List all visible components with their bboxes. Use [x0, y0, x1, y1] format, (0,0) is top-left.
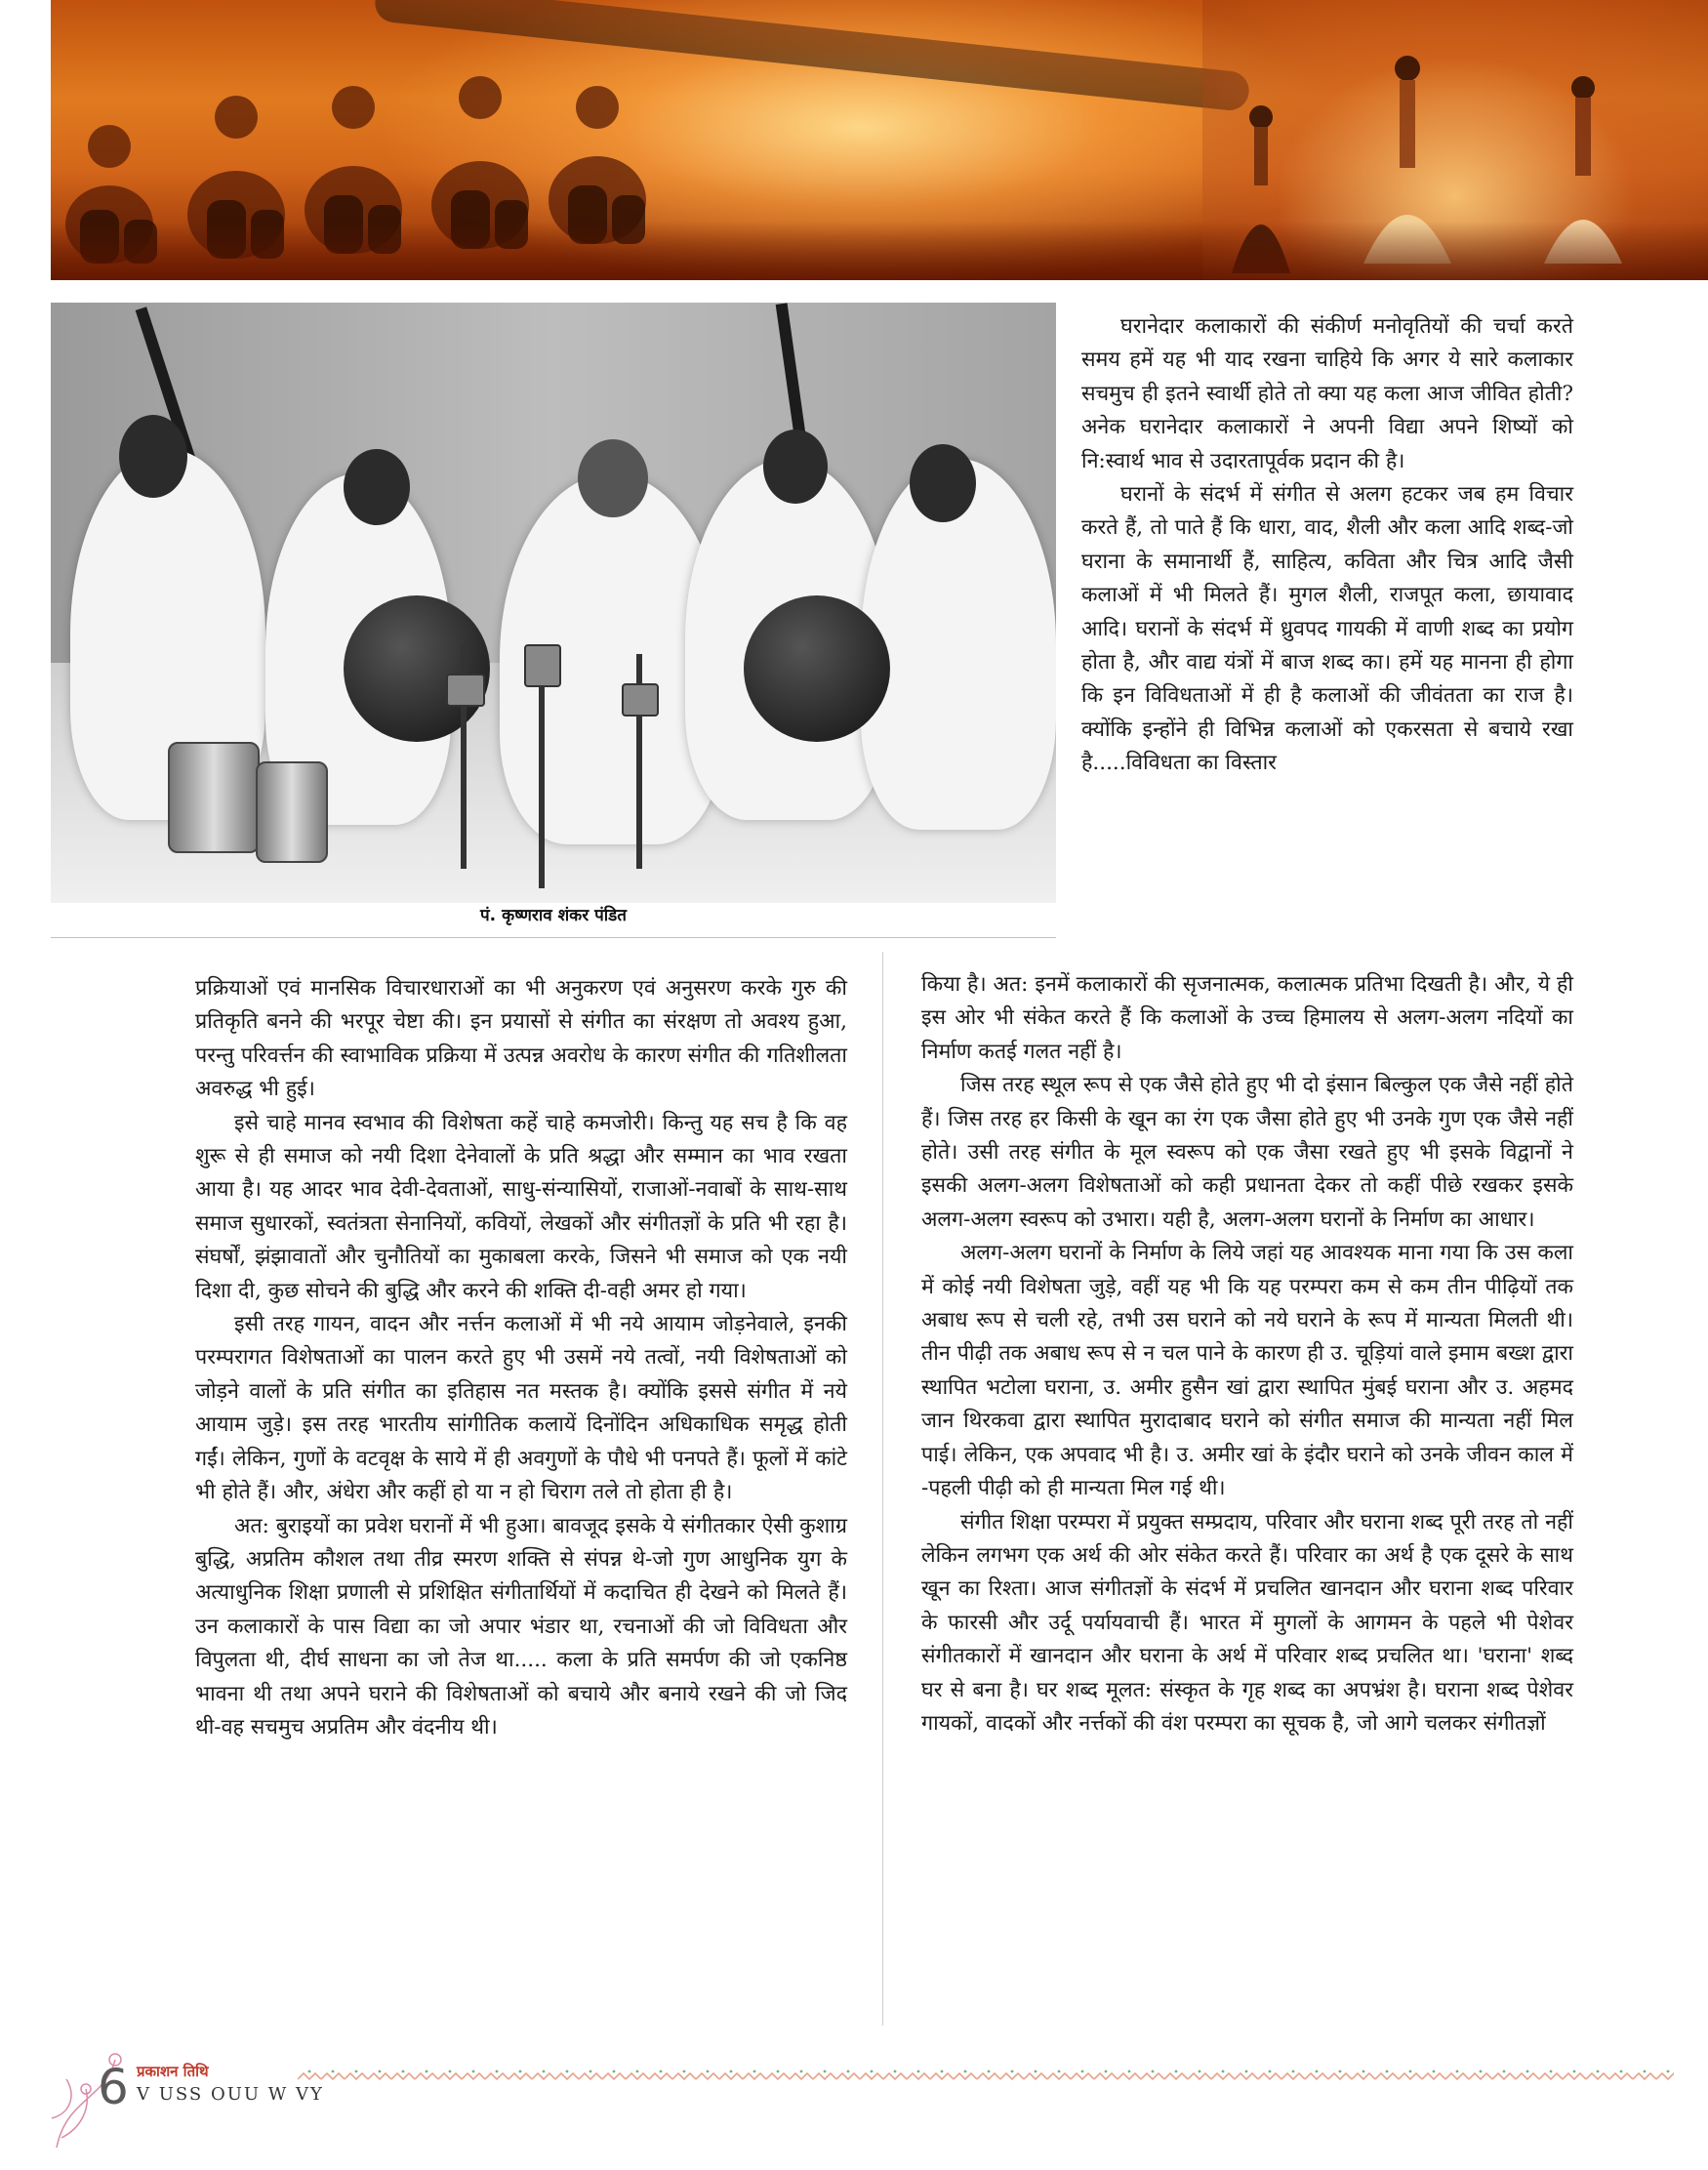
left-column — [195, 972, 847, 1744]
publication-code: V USS OUU W VY — [137, 2084, 324, 2105]
divider-line — [51, 937, 1056, 938]
paragraph: जिस तरह स्थूल रूप से एक जैसे होते हुए भी दो इंसान बिल्कुल एक जैसे नहीं होते हैं। जिस तरह हर किसी के खून का रंग एक जैसा होते हुए भी उनके गुण एक जैसे नहीं होते। उसी तरह संगीत के मूल स्वरूप को एक जैसा रखते हुए भी इसके विद्वानों ने इसकी अलग-अलग विशेषताओं को कही प्रधानता देकर तो कहीं पीछे रखकर इसके अलग-अलग स्वरूप को उभारा। यही है, अलग-अलग घरानों के निर्माण का आधार। — [921, 1073, 1573, 1232]
header-banner-image — [51, 0, 1708, 280]
paragraph: घरानेदार कलाकारों की संकीर्ण मनोवृतियों की चर्चा करते समय हमें यह भी याद रखना चाहिये कि अगर ये सारे कलाकार सचमुच ही इतने स्वार्थी होते तो क्या यह कला आज जीवित होती? अनेक घरानेदार कलाकारों ने अपनी विद्या अपने शिष्यों को नि:स्वार्थ भाव से उदारतापूर्वक प्रदान की है। — [1081, 314, 1573, 473]
decorative-border-strip — [298, 2069, 1674, 2083]
right-bottom-column — [921, 968, 1573, 1740]
musicians-photo — [51, 303, 1056, 903]
paragraph: संगीत शिक्षा परम्परा में प्रयुक्त सम्प्रदाय, परिवार और घराना शब्द पूरी तरह तो नहीं लेकिन लगभग एक अर्थ की ओर संकेत करते हैं। परिवार का अर्थ है एक दूसरे के साथ खून का रिश्ता। आज संगीतज्ञों के संदर्भ में प्रचलित खानदान और घराना शब्द परिवार के फारसी और उर्दू पर्यायवाची हैं। भारत में मुगलों के आगमन के पहले भी पेशेवर संगीतकारों में खानदान और घराना के अर्थ में परिवार शब्द प्रचलित था। 'घराना' शब्द घर से बना है। घर शब्द मूलत: संस्कृत के गृह शब्द का अपभ्रंश है। घराना शब्द पेशेवर गायकों, वादकों और नर्त्तकों की वंश परम्परा का सूचक है, जो आगे चलकर संगीतज्ञों — [921, 1509, 1573, 1736]
paragraph: इसे चाहे मानव स्वभाव की विशेषता कहें चाहे कमजोरी। किन्तु यह सच है कि वह शुरू से ही समाज को नयी दिशा देनेवालों के प्रति श्रद्धा और सम्मान का भाव रखता आया है। यह आदर भाव देवी-देवताओं, साधु-संन्यासियों, राजाओं-नवाबों के साथ-साथ समाज सुधारकों, स्वतंत्रता सेनानियों, कवियों, लेखकों और संगीतज्ञों के प्रति भी रहा है। संघर्षों, झंझावातों और चुनौतियों का मुकाबला करके, जिसने भी समाज को एक नयी दिशा दी, कुछ सोचने की बुद्धि और करने की शक्ति दी-वही अमर हो गया। — [195, 1110, 847, 1303]
page-number: 6 — [98, 2059, 129, 2115]
photo-caption: पं. कृष्णराव शंकर पंडित — [480, 906, 627, 925]
paragraph: किया है। अत: इनमें कलाकारों की सृजनात्मक, कलात्मक प्रतिभा दिखती है। और, ये ही इस ओर भी संकेत करते हैं कि कलाओं के उच्च हिमालय से अलग-अलग नदियों का निर्माण कतई गलत नहीं है। — [921, 972, 1573, 1064]
paragraph: प्रक्रियाओं एवं मानसिक विचारधाराओं का भी अनुकरण एवं अनुसरण करके गुरु की प्रतिकृति बनने की भरपूर चेष्टा की। इन प्रयासों से संगीत का संरक्षण तो अवश्य हुआ, परन्तु परिवर्त्तन की स्वाभाविक प्रक्रिया में उत्पन्न अवरोध के कारण संगीत की गतिशीलता अवरुद्ध भी हुई। — [195, 976, 847, 1102]
publication-date-label: प्रकाशन तिथि — [137, 2063, 209, 2080]
paragraph: इसी तरह गायन, वादन और नर्त्तन कलाओं में भी नये आयाम जोड़नेवाले, इनकी परम्परागत विशेषताओं का पालन करते हुए भी उसमें नये तत्वों, नयी विशेषताओं को जोड़ने वालों के प्रति संगीत का इतिहास नत मस्तक है। क्योंकि इससे संगीत में नये आयाम जुड़े। इस तरह भारतीय सांगीतिक कलायें दिनोंदिन अधिकाधिक समृद्ध होती गईं। लेकिन, गुणों के वटवृक्ष के साये में ही अवगुणों के पौधे भी पनपते हैं। फूलों में कांटे भी होते हैं। और, अंधेरा और कहीं हो या न हो चिराग तले तो होता ही है। — [195, 1312, 847, 1505]
paragraph: अलग-अलग घरानों के निर्माण के लिये जहां यह आवश्यक माना गया कि उस कला में कोई नयी विशेषता जुड़े, वहीं यह भी कि यह परम्परा कम से कम तीन पीढ़ियों तक अबाध रूप से चली रहे, तभी उस घराने को नये घराने के रूप में मान्यता मिलती थी। तीन पीढ़ी तक अबाध रूप से न चल पाने के कारण ही उ. चूड़ियां वाले इमाम बख्श द्वारा स्थापित भटोला घराना, उ. अमीर हुसैन खां द्वारा स्थापित मुंबई घराना और उ. अहमद जान थिरकवा द्वारा स्थापित मुरादाबाद घराने को संगीत समाज की मान्यता नहीं मिल पाई। लेकिन, एक अपवाद भी है। उ. अमीर खां के इंदौर घराने को उनके जीवन काल में -पहली पीढ़ी को ही मान्यता मिल गई थी। — [921, 1241, 1573, 1501]
paragraph: अत: बुराइयों का प्रवेश घरानों में भी हुआ। बावजूद इसके ये संगीतकार ऐसी कुशाग्र बुद्धि, अप्रतिम कौशल तथा तीव्र स्मरण शक्ति से संपन्न थे-जो गुण आधुनिक युग के अत्याधुनिक शिक्षा प्रणाली से प्रशिक्षित संगीतार्थियों में कदाचित ही देखने को मिलते हैं। उन कलाकारों के पास विद्या का जो अपार भंडार था, रचनाओं की जो विविधता और विपुलता थी, दीर्घ साधना का जो तेज था..... कला के प्रति समर्पण की जो एकनिष्ठ भावना थी तथा अपने घराने की विशेषताओं को बचाये और बनाये रखने की जो जिद थी-वह सचमुच अप्रतिम और वंदनीय थी। — [195, 1513, 847, 1740]
column-divider — [882, 952, 883, 2026]
paragraph: घरानों के संदर्भ में संगीत से अलग हटकर जब हम विचार करते हैं, तो पाते हैं कि धारा, वाद, शैली और कला आदि शब्द-जो घराना के समानार्थी हैं, साहित्य, कविता और चित्र आदि जैसी कलाओं में भी मिलते हैं। मुगल शैली, राजपूत कला, छायावाद आदि। घरानों के संदर्भ में ध्रुवपद गायकी में वाणी शब्द का प्रयोग होता है, और वाद्य यंत्रों में बाज शब्द का। हमें यह मानना ही होगा कि इन विविधताओं में ही है कलाओं की जीवंतता का राज है। क्योंकि इन्होंने ही विभिन्न कलाओं को एकरसता से बचाये रखा है.....विविधता का विस्तार — [1081, 482, 1573, 776]
right-top-column — [1081, 310, 1573, 781]
